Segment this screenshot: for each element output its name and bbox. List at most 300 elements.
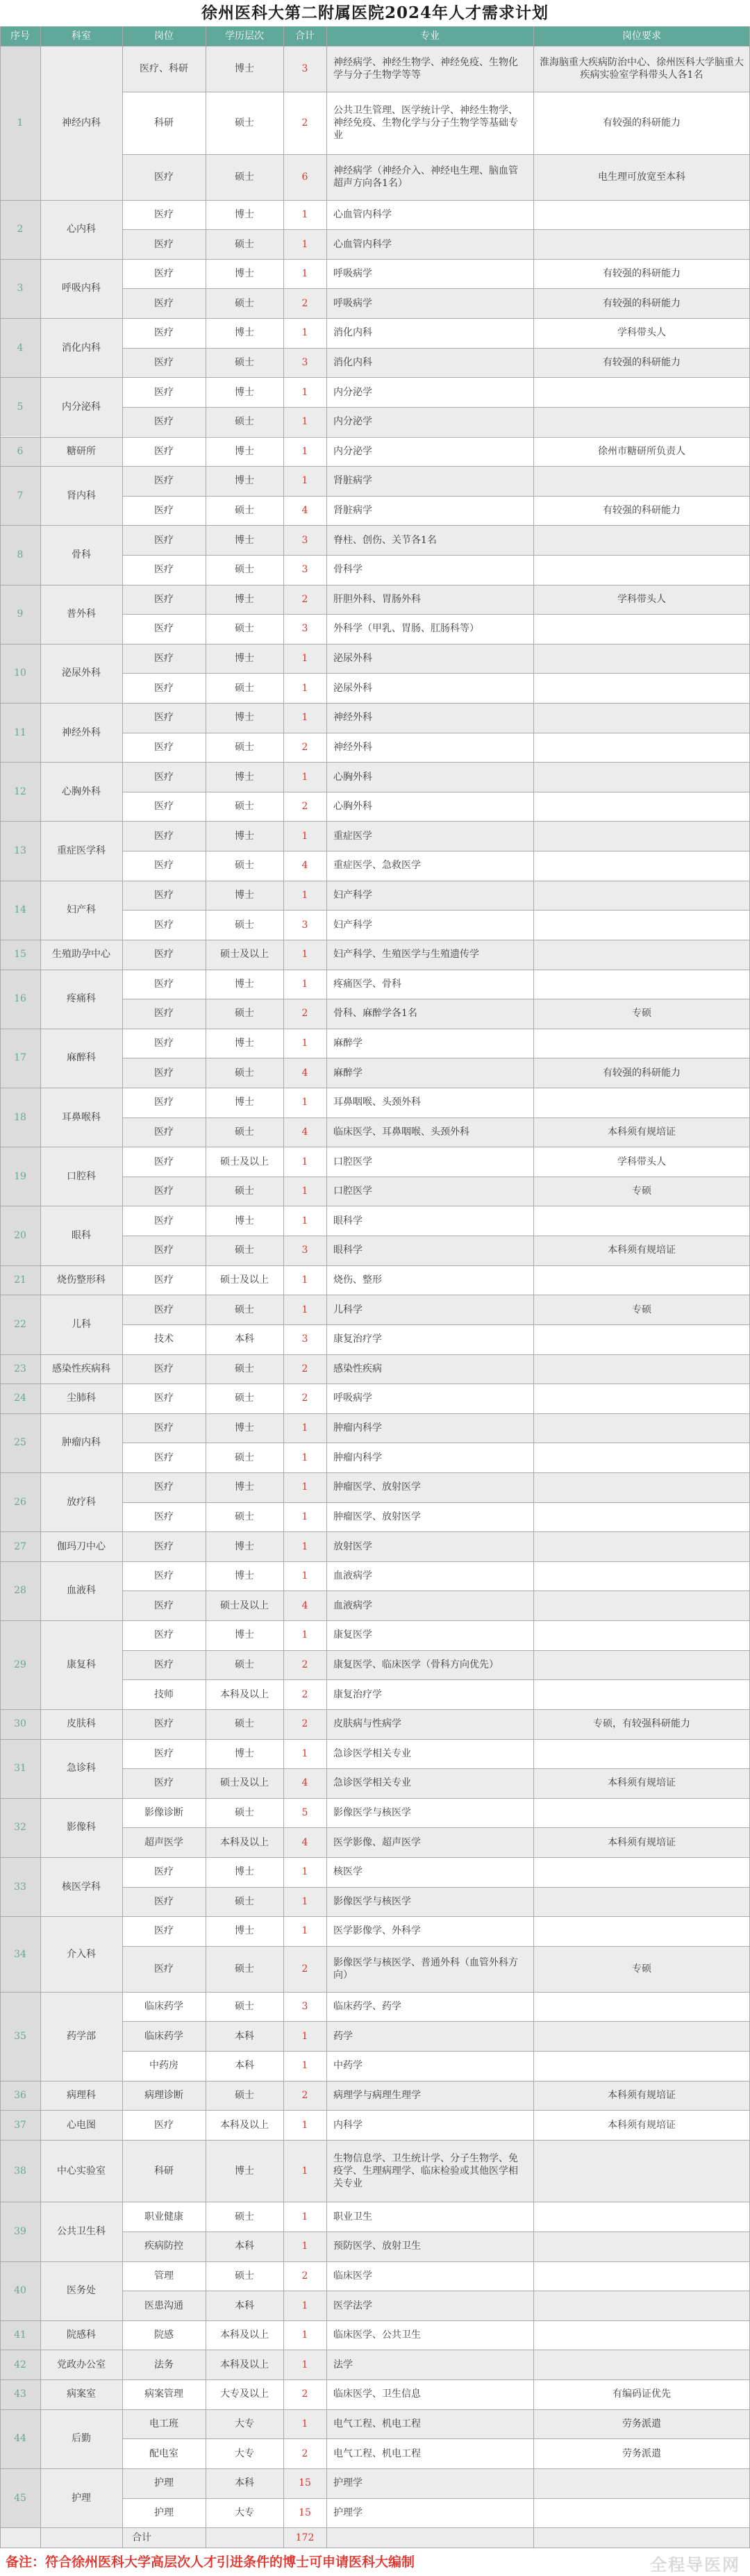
total-blank <box>326 2527 750 2548</box>
count-cell: 1 <box>283 2232 326 2261</box>
post-cell: 医疗 <box>122 762 206 792</box>
requirement-cell: 徐州市糖研所负责人 <box>533 437 750 467</box>
dept-seq: 33 <box>0 1857 40 1916</box>
degree-cell: 硕士 <box>206 792 283 822</box>
degree-cell: 博士 <box>206 259 283 289</box>
major-cell: 护理学 <box>326 2498 533 2528</box>
requirement-cell <box>533 1739 750 1769</box>
requirement-cell: 学科带头人 <box>533 318 750 348</box>
post-cell: 医疗 <box>122 792 206 822</box>
post-cell: 医疗 <box>122 1472 206 1502</box>
dept-name: 尘肺科 <box>40 1383 122 1413</box>
count-cell: 4 <box>283 1827 326 1857</box>
count-cell: 1 <box>283 1295 326 1324</box>
total-label: 合计 <box>0 2527 283 2548</box>
requirement-cell <box>533 792 750 822</box>
dept-name: 介入科 <box>40 1916 122 1992</box>
degree-cell: 本科 <box>206 2051 283 2081</box>
post-cell: 医疗 <box>122 1887 206 1917</box>
header-req: 岗位要求 <box>533 26 750 46</box>
major-cell: 呼吸病学 <box>326 1383 533 1413</box>
major-cell: 骨科、麻醉学各1名 <box>326 999 533 1029</box>
post-cell: 医疗 <box>122 1117 206 1147</box>
count-cell: 2 <box>283 1383 326 1413</box>
requirement-cell: 劳务派遣 <box>533 2438 750 2468</box>
count-cell: 3 <box>283 46 326 92</box>
requirement-cell <box>533 2498 750 2528</box>
dept-seq: 9 <box>0 585 40 644</box>
major-cell: 妇产科学 <box>326 910 533 940</box>
recruitment-table <box>0 26 750 2548</box>
post-cell: 临床药学 <box>122 1992 206 2022</box>
dept-name: 普外科 <box>40 585 122 644</box>
degree-cell: 硕士 <box>206 851 283 881</box>
major-cell: 肿瘤医学、放射医学 <box>326 1502 533 1532</box>
degree-cell: 博士 <box>206 1029 283 1058</box>
degree-cell: 大专 <box>206 2438 283 2468</box>
degree-cell: 博士 <box>206 1531 283 1561</box>
degree-cell: 硕士 <box>206 407 283 437</box>
header-degree: 学历层次 <box>206 26 283 46</box>
degree-cell: 硕士 <box>206 614 283 644</box>
degree-cell: 硕士 <box>206 555 283 585</box>
count-cell: 2 <box>283 288 326 318</box>
degree-cell: 博士 <box>206 377 283 407</box>
total-value: 172 <box>283 2527 326 2548</box>
requirement-cell <box>533 910 750 940</box>
requirement-cell <box>533 1029 750 1058</box>
requirement-cell <box>533 1383 750 1413</box>
count-cell: 4 <box>283 1590 326 1620</box>
major-cell: 麻醉学 <box>326 1029 533 1058</box>
dept-name: 消化内科 <box>40 318 122 377</box>
major-cell: 预防医学、放射卫生 <box>326 2232 533 2261</box>
requirement-cell <box>533 1472 750 1502</box>
major-cell: 内科学 <box>326 2110 533 2140</box>
requirement-cell: 本科须有规培证 <box>533 2081 750 2111</box>
dept-name: 糖研所 <box>40 437 122 467</box>
page-title: 徐州医科大第二附属医院2024年人才需求计划 <box>201 3 549 22</box>
major-cell: 法学 <box>326 2350 533 2379</box>
requirement-cell: 专硕 <box>533 999 750 1029</box>
count-cell: 1 <box>283 762 326 792</box>
dept-name: 内分泌科 <box>40 377 122 436</box>
requirement-cell <box>533 1798 750 1828</box>
dept-seq: 22 <box>0 1295 40 1354</box>
major-cell: 疼痛医学、骨科 <box>326 970 533 999</box>
count-cell: 1 <box>283 2409 326 2439</box>
degree-cell: 硕士 <box>206 288 283 318</box>
post-cell: 医疗 <box>122 1236 206 1265</box>
dept-seq: 19 <box>0 1147 40 1206</box>
dept-name: 心电图 <box>40 2110 122 2140</box>
post-cell: 医疗 <box>122 1768 206 1798</box>
count-cell: 2 <box>283 999 326 1029</box>
post-cell: 病案管理 <box>122 2379 206 2409</box>
watermark: 全程导医网 <box>650 2555 740 2575</box>
count-cell: 1 <box>283 673 326 703</box>
count-cell: 1 <box>283 881 326 911</box>
post-cell: 医疗 <box>122 1590 206 1620</box>
dept-seq: 37 <box>0 2110 40 2140</box>
post-cell: 职业健康 <box>122 2202 206 2232</box>
count-cell: 4 <box>283 496 326 526</box>
degree-cell: 大专 <box>206 2409 283 2439</box>
requirement-cell <box>533 1265 750 1295</box>
dept-name: 影像科 <box>40 1798 122 1857</box>
dept-name: 皮肤科 <box>40 1709 122 1739</box>
dept-name: 康复科 <box>40 1620 122 1709</box>
dept-seq: 42 <box>0 2350 40 2379</box>
post-cell: 医疗 <box>122 999 206 1029</box>
post-cell: 医疗 <box>122 1531 206 1561</box>
major-cell: 神经外科 <box>326 733 533 763</box>
degree-cell: 硕士 <box>206 229 283 259</box>
dept-seq: 15 <box>0 940 40 970</box>
major-cell: 外科学（甲乳、胃肠、肛肠科等） <box>326 614 533 644</box>
major-cell: 血液病学 <box>326 1561 533 1591</box>
requirement-cell: 有较强的科研能力 <box>533 92 750 153</box>
dept-seq: 2 <box>0 200 40 259</box>
requirement-cell <box>533 466 750 496</box>
dept-seq: 26 <box>0 1472 40 1531</box>
requirement-cell <box>533 1206 750 1236</box>
major-cell: 儿科学 <box>326 1295 533 1324</box>
count-cell: 5 <box>283 1798 326 1828</box>
major-cell: 急诊医学相关专业 <box>326 1739 533 1769</box>
dept-name: 护理 <box>40 2468 122 2527</box>
post-cell: 医疗 <box>122 1354 206 1384</box>
major-cell: 口腔医学 <box>326 1177 533 1206</box>
post-cell: 医疗 <box>122 259 206 289</box>
degree-cell: 本科 <box>206 2291 283 2320</box>
degree-cell: 博士 <box>206 1561 283 1591</box>
post-cell: 疾病防控 <box>122 2232 206 2261</box>
dept-name: 心胸外科 <box>40 762 122 821</box>
degree-cell: 硕士 <box>206 1354 283 1384</box>
dept-name: 血液科 <box>40 1561 122 1620</box>
major-cell: 神经病学、神经生物学、神经免疫、生物化学与分子生物学等等 <box>326 46 533 92</box>
requirement-cell <box>533 1857 750 1887</box>
requirement-cell <box>533 1088 750 1117</box>
dept-name: 妇产科 <box>40 881 122 940</box>
post-cell: 中药房 <box>122 2051 206 2081</box>
requirement-cell: 本科须有规培证 <box>533 1768 750 1798</box>
degree-cell: 博士 <box>206 821 283 851</box>
count-cell: 1 <box>283 970 326 999</box>
degree-cell: 硕士 <box>206 348 283 378</box>
dept-seq: 12 <box>0 762 40 821</box>
degree-cell: 本科及以上 <box>206 2320 283 2350</box>
count-cell: 1 <box>283 1620 326 1650</box>
footnote: 备注：符合徐州医科大学高层次人才引进条件的博士可申请医科大编制 <box>6 2554 415 2570</box>
count-cell: 1 <box>283 1443 326 1472</box>
major-cell: 护理学 <box>326 2468 533 2498</box>
post-cell: 医患沟通 <box>122 2291 206 2320</box>
requirement-cell <box>533 970 750 999</box>
degree-cell: 博士 <box>206 1206 283 1236</box>
dept-seq: 4 <box>0 318 40 377</box>
count-cell: 2 <box>283 1354 326 1384</box>
header-seq: 序号 <box>0 26 40 46</box>
count-cell: 3 <box>283 1992 326 2022</box>
count-cell: 15 <box>283 2468 326 2498</box>
requirement-cell <box>533 733 750 763</box>
post-cell: 医疗 <box>122 1383 206 1413</box>
major-cell: 妇产科学 <box>326 881 533 911</box>
dept-seq: 40 <box>0 2261 40 2320</box>
dept-name: 生殖助孕中心 <box>40 940 122 970</box>
post-cell: 医疗 <box>122 851 206 881</box>
dept-seq: 1 <box>0 46 40 200</box>
post-cell: 医疗 <box>122 154 206 200</box>
count-cell: 2 <box>283 2081 326 2111</box>
post-cell: 医疗 <box>122 1295 206 1324</box>
major-cell: 康复医学、临床医学（骨科方向优先） <box>326 1650 533 1680</box>
count-cell: 1 <box>283 229 326 259</box>
major-cell: 影像医学与核医学 <box>326 1887 533 1917</box>
count-cell: 1 <box>283 821 326 851</box>
major-cell: 内分泌学 <box>326 437 533 467</box>
count-cell: 1 <box>283 318 326 348</box>
post-cell: 管理 <box>122 2261 206 2291</box>
header-dept: 科室 <box>40 26 122 46</box>
post-cell: 医疗 <box>122 200 206 230</box>
degree-cell: 硕士及以上 <box>206 1265 283 1295</box>
major-cell: 心胸外科 <box>326 792 533 822</box>
requirement-cell: 有编码证优先 <box>533 2379 750 2409</box>
post-cell: 医疗 <box>122 1413 206 1443</box>
post-cell: 医疗 <box>122 970 206 999</box>
dept-name: 泌尿外科 <box>40 644 122 703</box>
dept-seq: 17 <box>0 1029 40 1088</box>
dept-seq: 39 <box>0 2202 40 2261</box>
post-cell: 医疗 <box>122 881 206 911</box>
requirement-cell <box>533 644 750 674</box>
dept-name: 耳鼻喉科 <box>40 1088 122 1147</box>
requirement-cell <box>533 1531 750 1561</box>
post-cell: 科研 <box>122 92 206 153</box>
degree-cell: 博士 <box>206 1088 283 1117</box>
post-cell: 医疗 <box>122 2110 206 2140</box>
degree-cell: 博士 <box>206 525 283 555</box>
degree-cell: 博士 <box>206 1857 283 1887</box>
count-cell: 1 <box>283 407 326 437</box>
dept-name: 药学部 <box>40 1992 122 2081</box>
requirement-cell <box>533 1443 750 1472</box>
count-cell: 1 <box>283 1857 326 1887</box>
count-cell: 1 <box>283 2051 326 2081</box>
post-cell: 医疗 <box>122 1265 206 1295</box>
count-cell: 1 <box>283 2110 326 2140</box>
requirement-cell <box>533 1590 750 1620</box>
major-cell: 放射医学 <box>326 1531 533 1561</box>
dept-name: 心内科 <box>40 200 122 259</box>
major-cell: 公共卫生管理、医学统计学、神经生物学、神经免疫、生物化学与分子生物学等基础专业 <box>326 92 533 153</box>
count-cell: 2 <box>283 92 326 153</box>
degree-cell: 博士 <box>206 437 283 467</box>
degree-cell: 硕士 <box>206 1236 283 1265</box>
major-cell: 心血管内科学 <box>326 229 533 259</box>
dept-name: 急诊科 <box>40 1739 122 1798</box>
requirement-cell <box>533 2051 750 2081</box>
dept-seq: 13 <box>0 821 40 880</box>
degree-cell: 博士 <box>206 1916 283 1946</box>
requirement-cell <box>533 881 750 911</box>
major-cell: 眼科学 <box>326 1206 533 1236</box>
post-cell: 医疗 <box>122 1739 206 1769</box>
major-cell: 医学影像学、外科学 <box>326 1916 533 1946</box>
requirement-cell <box>533 673 750 703</box>
count-cell: 6 <box>283 154 326 200</box>
major-cell: 生物信息学、卫生统计学、分子生物学、免疫学、生理病理学、临床检验或其他医学相关专业 <box>326 2140 533 2202</box>
major-cell: 泌尿外科 <box>326 644 533 674</box>
dept-seq: 36 <box>0 2081 40 2111</box>
degree-cell: 硕士 <box>206 1650 283 1680</box>
major-cell: 中药学 <box>326 2051 533 2081</box>
degree-cell: 博士 <box>206 1620 283 1650</box>
requirement-cell <box>533 407 750 437</box>
requirement-cell <box>533 703 750 733</box>
requirement-cell <box>533 2291 750 2320</box>
count-cell: 1 <box>283 2140 326 2202</box>
degree-cell: 博士 <box>206 200 283 230</box>
post-cell: 医疗 <box>122 1443 206 1472</box>
dept-name: 疼痛科 <box>40 970 122 1029</box>
degree-cell: 博士 <box>206 318 283 348</box>
requirement-cell <box>533 2350 750 2379</box>
degree-cell: 本科及以上 <box>206 1827 283 1857</box>
count-cell: 1 <box>283 1413 326 1443</box>
requirement-cell <box>533 2140 750 2202</box>
count-cell: 4 <box>283 1058 326 1088</box>
major-cell: 血液病学 <box>326 1590 533 1620</box>
count-cell: 3 <box>283 555 326 585</box>
post-cell: 医疗 <box>122 318 206 348</box>
count-cell: 1 <box>283 1739 326 1769</box>
dept-seq: 29 <box>0 1620 40 1709</box>
dept-name: 感染性疾病科 <box>40 1354 122 1384</box>
dept-name: 麻醉科 <box>40 1029 122 1088</box>
degree-cell: 硕士 <box>206 2081 283 2111</box>
dept-name: 院感科 <box>40 2320 122 2350</box>
requirement-cell: 专硕 <box>533 1177 750 1206</box>
count-cell: 1 <box>283 377 326 407</box>
post-cell: 护理 <box>122 2468 206 2498</box>
degree-cell: 硕士 <box>206 1502 283 1532</box>
major-cell: 皮肤病与性病学 <box>326 1709 533 1739</box>
footer <box>0 2548 750 2576</box>
post-cell: 医疗 <box>122 466 206 496</box>
count-cell: 2 <box>283 1650 326 1680</box>
dept-seq: 28 <box>0 1561 40 1620</box>
requirement-cell: 学科带头人 <box>533 1147 750 1177</box>
dept-name: 呼吸内科 <box>40 259 122 318</box>
requirement-cell: 有较强的科研能力 <box>533 496 750 526</box>
degree-cell: 本科及以上 <box>206 2350 283 2379</box>
degree-cell: 博士 <box>206 466 283 496</box>
post-cell: 医疗 <box>122 1058 206 1088</box>
major-cell: 心血管内科学 <box>326 200 533 230</box>
post-cell: 医疗 <box>122 1916 206 1946</box>
requirement-cell <box>533 1561 750 1591</box>
major-cell: 消化内科 <box>326 348 533 378</box>
degree-cell: 硕士及以上 <box>206 1768 283 1798</box>
count-cell: 1 <box>283 1502 326 1532</box>
major-cell: 临床药学、药学 <box>326 1992 533 2022</box>
requirement-cell: 专硕，有较强科研能力 <box>533 1709 750 1739</box>
requirement-cell <box>533 1650 750 1680</box>
major-cell: 核医学 <box>326 1857 533 1887</box>
count-cell: 1 <box>283 2202 326 2232</box>
post-cell: 医疗 <box>122 229 206 259</box>
major-cell: 肿瘤内科学 <box>326 1413 533 1443</box>
post-cell: 医疗 <box>122 348 206 378</box>
degree-cell: 硕士 <box>206 673 283 703</box>
major-cell: 烧伤、整形 <box>326 1265 533 1295</box>
count-cell: 2 <box>283 2379 326 2409</box>
count-cell: 1 <box>283 1531 326 1561</box>
dept-name: 伽玛刀中心 <box>40 1531 122 1561</box>
header-post: 岗位 <box>122 26 206 46</box>
dept-name: 神经内科 <box>40 46 122 200</box>
major-cell: 电气工程、机电工程 <box>326 2409 533 2439</box>
post-cell: 护理 <box>122 2498 206 2528</box>
post-cell: 医疗 <box>122 1088 206 1117</box>
dept-seq: 6 <box>0 437 40 467</box>
count-cell: 15 <box>283 2498 326 2528</box>
post-cell: 超声医学 <box>122 1827 206 1857</box>
major-cell: 临床医学 <box>326 2261 533 2291</box>
post-cell: 医疗 <box>122 525 206 555</box>
major-cell: 病理学与病理生理学 <box>326 2081 533 2111</box>
degree-cell: 硕士 <box>206 496 283 526</box>
post-cell: 医疗、科研 <box>122 46 206 92</box>
major-cell: 肾脏病学 <box>326 496 533 526</box>
requirement-cell: 学科带头人 <box>533 585 750 615</box>
count-cell: 2 <box>283 2261 326 2291</box>
requirement-cell <box>533 525 750 555</box>
post-cell: 医疗 <box>122 585 206 615</box>
major-cell: 重症医学、急救医学 <box>326 851 533 881</box>
count-cell: 4 <box>283 851 326 881</box>
requirement-cell: 电生理可放宽至本科 <box>533 154 750 200</box>
count-cell: 4 <box>283 1768 326 1798</box>
dept-name: 医务处 <box>40 2261 122 2320</box>
requirement-cell: 有较强的科研能力 <box>533 288 750 318</box>
requirement-cell <box>533 2320 750 2350</box>
count-cell: 3 <box>283 614 326 644</box>
post-cell: 医疗 <box>122 377 206 407</box>
degree-cell: 博士 <box>206 1472 283 1502</box>
dept-seq: 8 <box>0 525 40 584</box>
post-cell: 医疗 <box>122 1147 206 1177</box>
major-cell: 重症医学 <box>326 821 533 851</box>
degree-cell: 博士 <box>206 1739 283 1769</box>
requirement-cell: 有较强的科研能力 <box>533 1058 750 1088</box>
post-cell: 医疗 <box>122 437 206 467</box>
post-cell: 医疗 <box>122 1029 206 1058</box>
count-cell: 1 <box>283 1088 326 1117</box>
requirement-cell <box>533 2232 750 2261</box>
degree-cell: 硕士 <box>206 1887 283 1917</box>
degree-cell: 博士 <box>206 46 283 92</box>
dept-seq: 32 <box>0 1798 40 1857</box>
dept-seq: 38 <box>0 2140 40 2202</box>
major-cell: 康复治疗学 <box>326 1324 533 1354</box>
dept-name: 肿瘤内科 <box>40 1413 122 1472</box>
major-cell: 神经病学（神经介入、神经电生理、脑血管超声方向各1名） <box>326 154 533 200</box>
